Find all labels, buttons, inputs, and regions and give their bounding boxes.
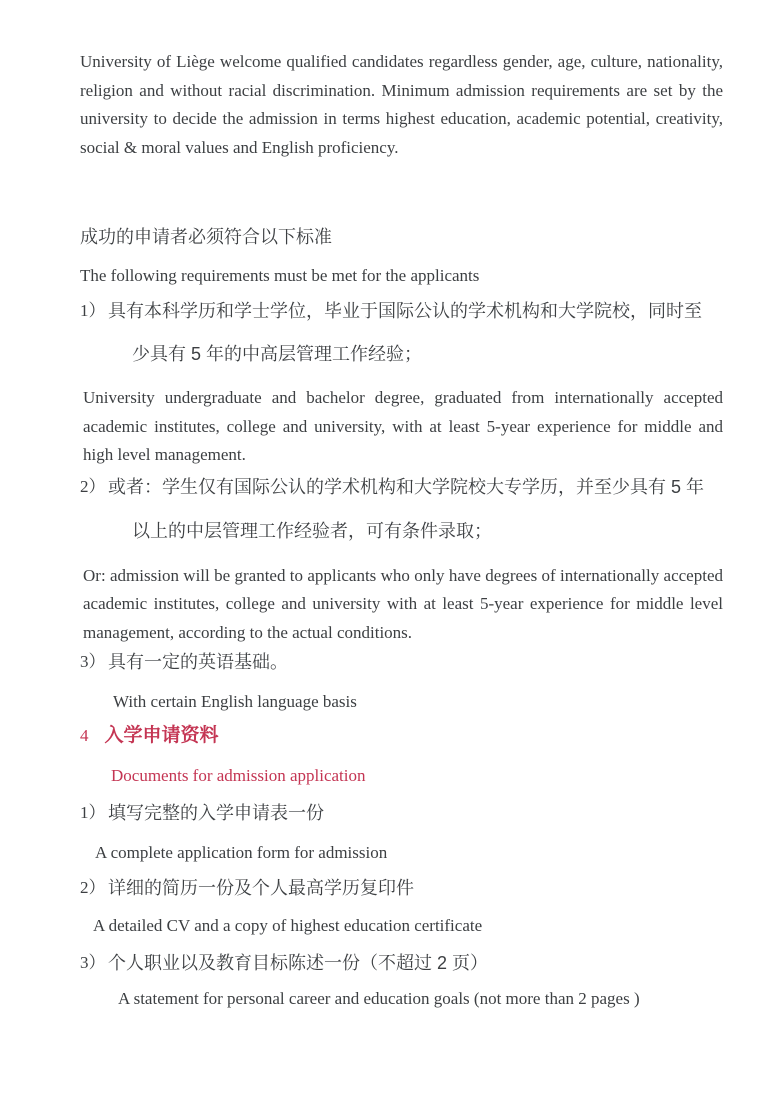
list-number: 2）	[80, 878, 106, 897]
criteria-item-2-zh-text: 或者：学生仅有国际公认的学术机构和大学院校大专学历，并至少具有 5 年	[108, 476, 705, 497]
list-number: 3）	[80, 953, 106, 972]
docs-item-1-zh-text: 填写完整的入学申请表一份	[108, 803, 324, 823]
criteria-heading-en: The following requirements must be met for the applicants	[80, 266, 480, 285]
list-number: 1）	[80, 803, 106, 822]
docs-item-2-zh-text: 详细的简历一份及个人最高学历复印件	[108, 878, 414, 898]
criteria-item-3-en: With certain English language basis	[113, 692, 357, 711]
criteria-item-1-zh	[80, 296, 723, 326]
page-content	[80, 48, 723, 1012]
criteria-item-3-zh	[80, 647, 723, 677]
criteria-item-1-zh-text: 具有本科学历和学士学位，毕业于国际公认的学术机构和大学院校，同时至	[108, 301, 702, 321]
criteria-item-2-zh-continuation: 以上的中层管理工作经验者，可有条件录取；	[132, 520, 492, 541]
docs-item-3-zh	[80, 948, 723, 978]
docs-item-2-en: A detailed CV and a copy of highest education certificate	[93, 916, 483, 935]
list-number: 1）	[80, 301, 106, 320]
criteria-heading-zh: 成功的申请者必须符合以下标准	[80, 227, 332, 247]
docs-item-2-zh	[80, 873, 723, 903]
docs-item-1-zh	[80, 798, 723, 828]
criteria-item-3-zh-text: 具有一定的英语基础。	[108, 652, 288, 672]
section-4-heading	[80, 722, 723, 751]
criteria-item-2-en: Or: admission will be granted to applicants who only have degrees of internationally accepted academic institutes, college and university with at least 5-year experience for middle level management, according to the actual conditions.	[83, 565, 723, 642]
list-number: 3）	[80, 652, 106, 671]
section-4-heading-en: Documents for admission application	[111, 766, 366, 785]
list-number: 2）	[80, 476, 106, 496]
docs-item-3-en: A statement for personal career and education goals (not more than 2 pages )	[118, 989, 640, 1008]
criteria-item-1-en: University undergraduate and bachelor degree, graduated from internationally accepted academic institutes, college and university, with at least 5-year experience for middle and high level management.	[83, 388, 723, 464]
criteria-item-1-zh-continuation: 少具有 5 年的中高层管理工作经验；	[132, 344, 423, 364]
intro-paragraph: University of Liège welcome qualified candidates regardless gender, age, culture, nationality, religion and without racial discrimination. Minimum admission requirements are set by the university to decide the admission in terms highest education, academic potential, creativity, social & moral values and English proficiency.	[80, 52, 723, 157]
docs-item-3-zh-text: 个人职业以及教育目标陈述一份（不超过 2 页）	[108, 953, 489, 973]
docs-item-1-en: A complete application form for admission	[95, 843, 388, 862]
section-4-number: 4	[80, 726, 89, 745]
section-4-title-zh: 入学申请资料	[104, 725, 219, 746]
criteria-item-2-zh	[80, 472, 723, 502]
